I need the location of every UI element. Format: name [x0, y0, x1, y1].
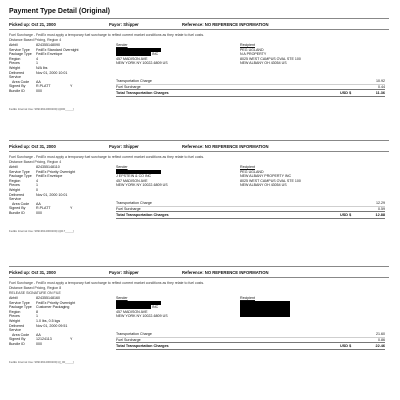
redaction-bar — [116, 52, 151, 56]
redaction-bar — [116, 305, 151, 309]
sender-block — [116, 296, 226, 319]
field-values — [36, 43, 96, 94]
label-service: Service — [9, 75, 21, 80]
value-region: 4 — [36, 56, 38, 61]
value-package-type: Customer Packaging — [36, 305, 70, 310]
internal-use: FedEx Internal Use: 99919914000200(1)[217_____] — [9, 229, 74, 233]
sender-block — [116, 43, 226, 66]
total-value: 22.46 — [375, 343, 385, 348]
label-pieces: Pieces — [9, 183, 20, 188]
charge-value: 12.29 — [376, 201, 385, 205]
value-airbill: 824355148160 — [36, 296, 60, 300]
label-airbill: Airbill — [9, 165, 18, 169]
sender-street: 457 MADISON AVE — [116, 309, 148, 314]
redaction-bar — [116, 48, 161, 52]
label-package-type: Package Type — [9, 305, 32, 310]
total-label: Total Transportation Charges — [116, 212, 169, 217]
value-delivered: Nov 01, 2000 09:51 — [36, 323, 68, 328]
label-service: Service — [9, 328, 21, 333]
label-airbill: Airbill — [9, 43, 18, 47]
pricing-note: Distance Based Pricing, Region 4 — [9, 160, 62, 164]
recipient-name: PEG UGLAND — [240, 47, 264, 52]
signed-by-flag: Y — [70, 206, 73, 211]
value-airbill: 824355148090 — [36, 43, 60, 47]
recipient-street: 8025 WEST CAMPUS OVAL STE 100 — [240, 178, 301, 183]
label-service: Service — [9, 197, 21, 202]
page-title: Payment Type Detail (Original) — [9, 8, 111, 15]
value-signed-by — [36, 337, 96, 342]
value-weight: N/A lbs — [36, 65, 48, 70]
value-signed-by — [36, 206, 96, 211]
value-region: 4 — [36, 178, 38, 183]
payor: Payor: Shipper — [109, 143, 139, 149]
shipment-section — [9, 266, 389, 366]
charges-block — [116, 79, 385, 97]
pickup-date: Picked up: Oct 21, 2000 — [9, 21, 56, 27]
label-signed-by: Signed By — [9, 337, 26, 342]
value-service-type: FedEx Standard Overnight — [36, 47, 79, 52]
section-header — [9, 140, 389, 152]
total-value: 11.36 — [375, 90, 385, 95]
sender-city: NEW YORK NY 10022-6809 US — [116, 61, 168, 66]
total-label: Total Transportation Charges — [116, 343, 169, 348]
value-pieces: 1 — [36, 314, 38, 319]
charge-value: 0.59 — [378, 206, 385, 211]
value-delivered: Nov 01, 2000 10:01 — [36, 192, 68, 197]
signed-by-flag: Y — [70, 84, 73, 89]
charge-value: 0.44 — [378, 84, 385, 89]
value-delivered: Nov 01, 2000 10:01 — [36, 70, 68, 75]
recipient-heading: Recipient — [240, 165, 255, 169]
recipient-company: NEW ALBANY PROPERTY INC — [240, 174, 292, 179]
fuel-note: Fuel Surcharge - FedEx must apply a temporary fuel surcharge to reflect current market conditions as they relate to fuel costs. — [9, 281, 205, 285]
shipment-section — [9, 140, 389, 235]
label-area-code: Area Code — [12, 201, 30, 206]
shipment-body — [9, 43, 389, 113]
recipient-redaction — [240, 301, 290, 317]
recipient-block — [240, 165, 350, 188]
charge-label: Transportation Charge — [116, 201, 152, 205]
label-package-type: Package Type — [9, 174, 32, 179]
sender-heading: Sender — [116, 43, 128, 47]
redaction-bar — [116, 170, 161, 174]
value-service-type: FedEx Priority Overnight — [36, 300, 76, 305]
total-row — [116, 342, 385, 350]
label-pieces: Pieces — [9, 61, 20, 66]
total-unit: USD $ — [340, 343, 352, 348]
label-package-type: Package Type — [9, 52, 32, 57]
label-bundle-id: Bundle ID — [9, 210, 25, 215]
charge-label: Fuel Surcharge — [116, 84, 141, 89]
label-bundle-id: Bundle ID — [9, 88, 25, 93]
sender-company-text: INC — [152, 52, 159, 57]
recipient-city: NEW ALBANY OH 43054 US — [240, 61, 287, 66]
charge-label: Transportation Charge — [116, 332, 152, 336]
value-area-code: AA — [36, 332, 41, 337]
value-airbill: 824355148110 — [36, 165, 60, 169]
pricing-note: Distance Based Pricing, Region 8 — [9, 286, 62, 290]
pickup-date: Picked up: Oct 31, 2000 — [9, 143, 56, 149]
pricing-note: Distance Based Pricing, Region 4 — [9, 38, 62, 42]
label-service-type: Service Type — [9, 47, 30, 52]
recipient-street: 8025 WEST CAMPUS OVAL STE 100 — [240, 56, 301, 61]
signed-by-name: R.PLATT — [36, 84, 51, 89]
fuel-note: Fuel Surcharge - FedEx must apply a temporary fuel surcharge to reflect current market conditions as they relate to fuel costs. — [9, 155, 205, 159]
sender-city: NEW YORK NY 10022-6809 US — [116, 314, 168, 319]
recipient-name: PEG UGLAND — [240, 169, 264, 174]
recipient-company: N A PROPERTY — [240, 52, 267, 57]
payor: Payor: Shipper — [109, 269, 139, 275]
label-bundle-id: Bundle ID — [9, 341, 25, 346]
value-area-code: AA — [36, 79, 41, 84]
charges-block — [116, 201, 385, 219]
redaction-bar — [116, 301, 161, 305]
value-package-type: FedEx Envelope — [36, 52, 63, 57]
value-area-code: AA — [36, 201, 41, 206]
label-pieces: Pieces — [9, 314, 20, 319]
label-signed-by: Signed By — [9, 84, 26, 89]
value-bundle-id: 000 — [36, 341, 42, 346]
recipient-block — [240, 43, 350, 66]
recipient-heading: Recipient — [240, 296, 255, 300]
charges-block — [116, 332, 385, 350]
label-area-code: Area Code — [12, 79, 30, 84]
label-region: Region — [9, 178, 21, 183]
signed-by-name: 12124113 — [36, 337, 52, 342]
label-region: Region — [9, 56, 21, 61]
value-weight: 0 — [36, 187, 38, 192]
field-values — [36, 165, 96, 216]
charge-label: Fuel Surcharge — [116, 206, 141, 211]
total-row — [116, 89, 385, 97]
section-header — [9, 266, 389, 278]
field-labels — [9, 165, 36, 216]
label-service-type: Service Type — [9, 169, 30, 174]
label-airbill: Airbill — [9, 296, 18, 300]
shipment-body — [9, 165, 389, 235]
field-values — [36, 296, 96, 347]
reference: Reference: NO REFERENCE INFORMATION — [182, 269, 269, 275]
label-delivered: Delivered — [9, 323, 25, 328]
label-region: Region — [9, 309, 21, 314]
sender-heading: Sender — [116, 165, 128, 169]
sender-street: 457 MADISON AVE — [116, 178, 148, 183]
label-weight: Weight — [9, 65, 21, 70]
charge-label: Fuel Surcharge — [116, 337, 141, 342]
value-region: 8 — [36, 309, 38, 314]
charge-label: Transportation Charge — [116, 79, 152, 83]
label-delivered: Delivered — [9, 192, 25, 197]
signed-by-name: R.PLATT — [36, 206, 51, 211]
value-pieces: 1 — [36, 61, 38, 66]
payor: Payor: Shipper — [109, 21, 139, 27]
release-note: RELEASE SIGNATURE ON FILE — [9, 291, 61, 295]
total-row — [116, 211, 385, 219]
charge-value: 10.92 — [376, 79, 385, 83]
label-area-code: Area Code — [12, 332, 30, 337]
sender-city: NEW YORK NY 10022-6809 US — [116, 183, 168, 188]
recipient-city: NEW ALBANY OH 43054 US — [240, 183, 287, 188]
value-bundle-id: 000 — [36, 210, 42, 215]
shipment-body — [9, 296, 389, 366]
charge-value: 0.86 — [378, 337, 385, 342]
total-value: 12.88 — [375, 212, 385, 217]
shipment-section — [9, 18, 389, 113]
label-signed-by: Signed By — [9, 206, 26, 211]
value-pieces: 1 — [36, 183, 38, 188]
label-weight: Weight — [9, 187, 21, 192]
field-labels — [9, 43, 36, 94]
total-label: Total Transportation Charges — [116, 90, 169, 95]
sender-company-text: INC — [152, 305, 159, 310]
label-service-type: Service Type — [9, 300, 30, 305]
fuel-note: Fuel Surcharge - FedEx must apply a temporary fuel surcharge to reflect current market conditions as they relate to fuel costs. — [9, 33, 205, 37]
total-unit: USD $ — [340, 90, 352, 95]
field-labels — [9, 296, 36, 347]
total-unit: USD $ — [340, 212, 352, 217]
internal-use: FedEx Internal Use: 99919914000200(1)[_00_____] — [9, 360, 74, 364]
value-weight: 1.0 lbs, 0.5 kgs — [36, 318, 61, 323]
sender-company: J EPSTEIN & CO INC — [116, 174, 152, 179]
charge-value: 21.60 — [376, 332, 385, 336]
value-service-type: FedEx Priority Overnight — [36, 169, 76, 174]
recipient-heading: Recipient — [240, 43, 255, 47]
internal-use: FedEx Internal Use: 99919914000200(1)[200_____] — [9, 107, 74, 111]
reference: Reference: NO REFERENCE INFORMATION — [182, 21, 269, 27]
sender-heading: Sender — [116, 296, 128, 300]
value-package-type: FedEx Envelope — [36, 174, 63, 179]
section-header — [9, 18, 389, 30]
signed-by-flag: Y — [70, 337, 73, 342]
pickup-date: Picked up: Oct 31, 2000 — [9, 269, 56, 275]
value-bundle-id: 000 — [36, 88, 42, 93]
label-weight: Weight — [9, 318, 21, 323]
label-delivered: Delivered — [9, 70, 25, 75]
recipient-block — [240, 296, 350, 301]
sender-block — [116, 165, 226, 188]
sender-street: 457 MADISON AVE — [116, 56, 148, 61]
reference: Reference: NO REFERENCE INFORMATION — [182, 143, 269, 149]
value-signed-by — [36, 84, 96, 89]
